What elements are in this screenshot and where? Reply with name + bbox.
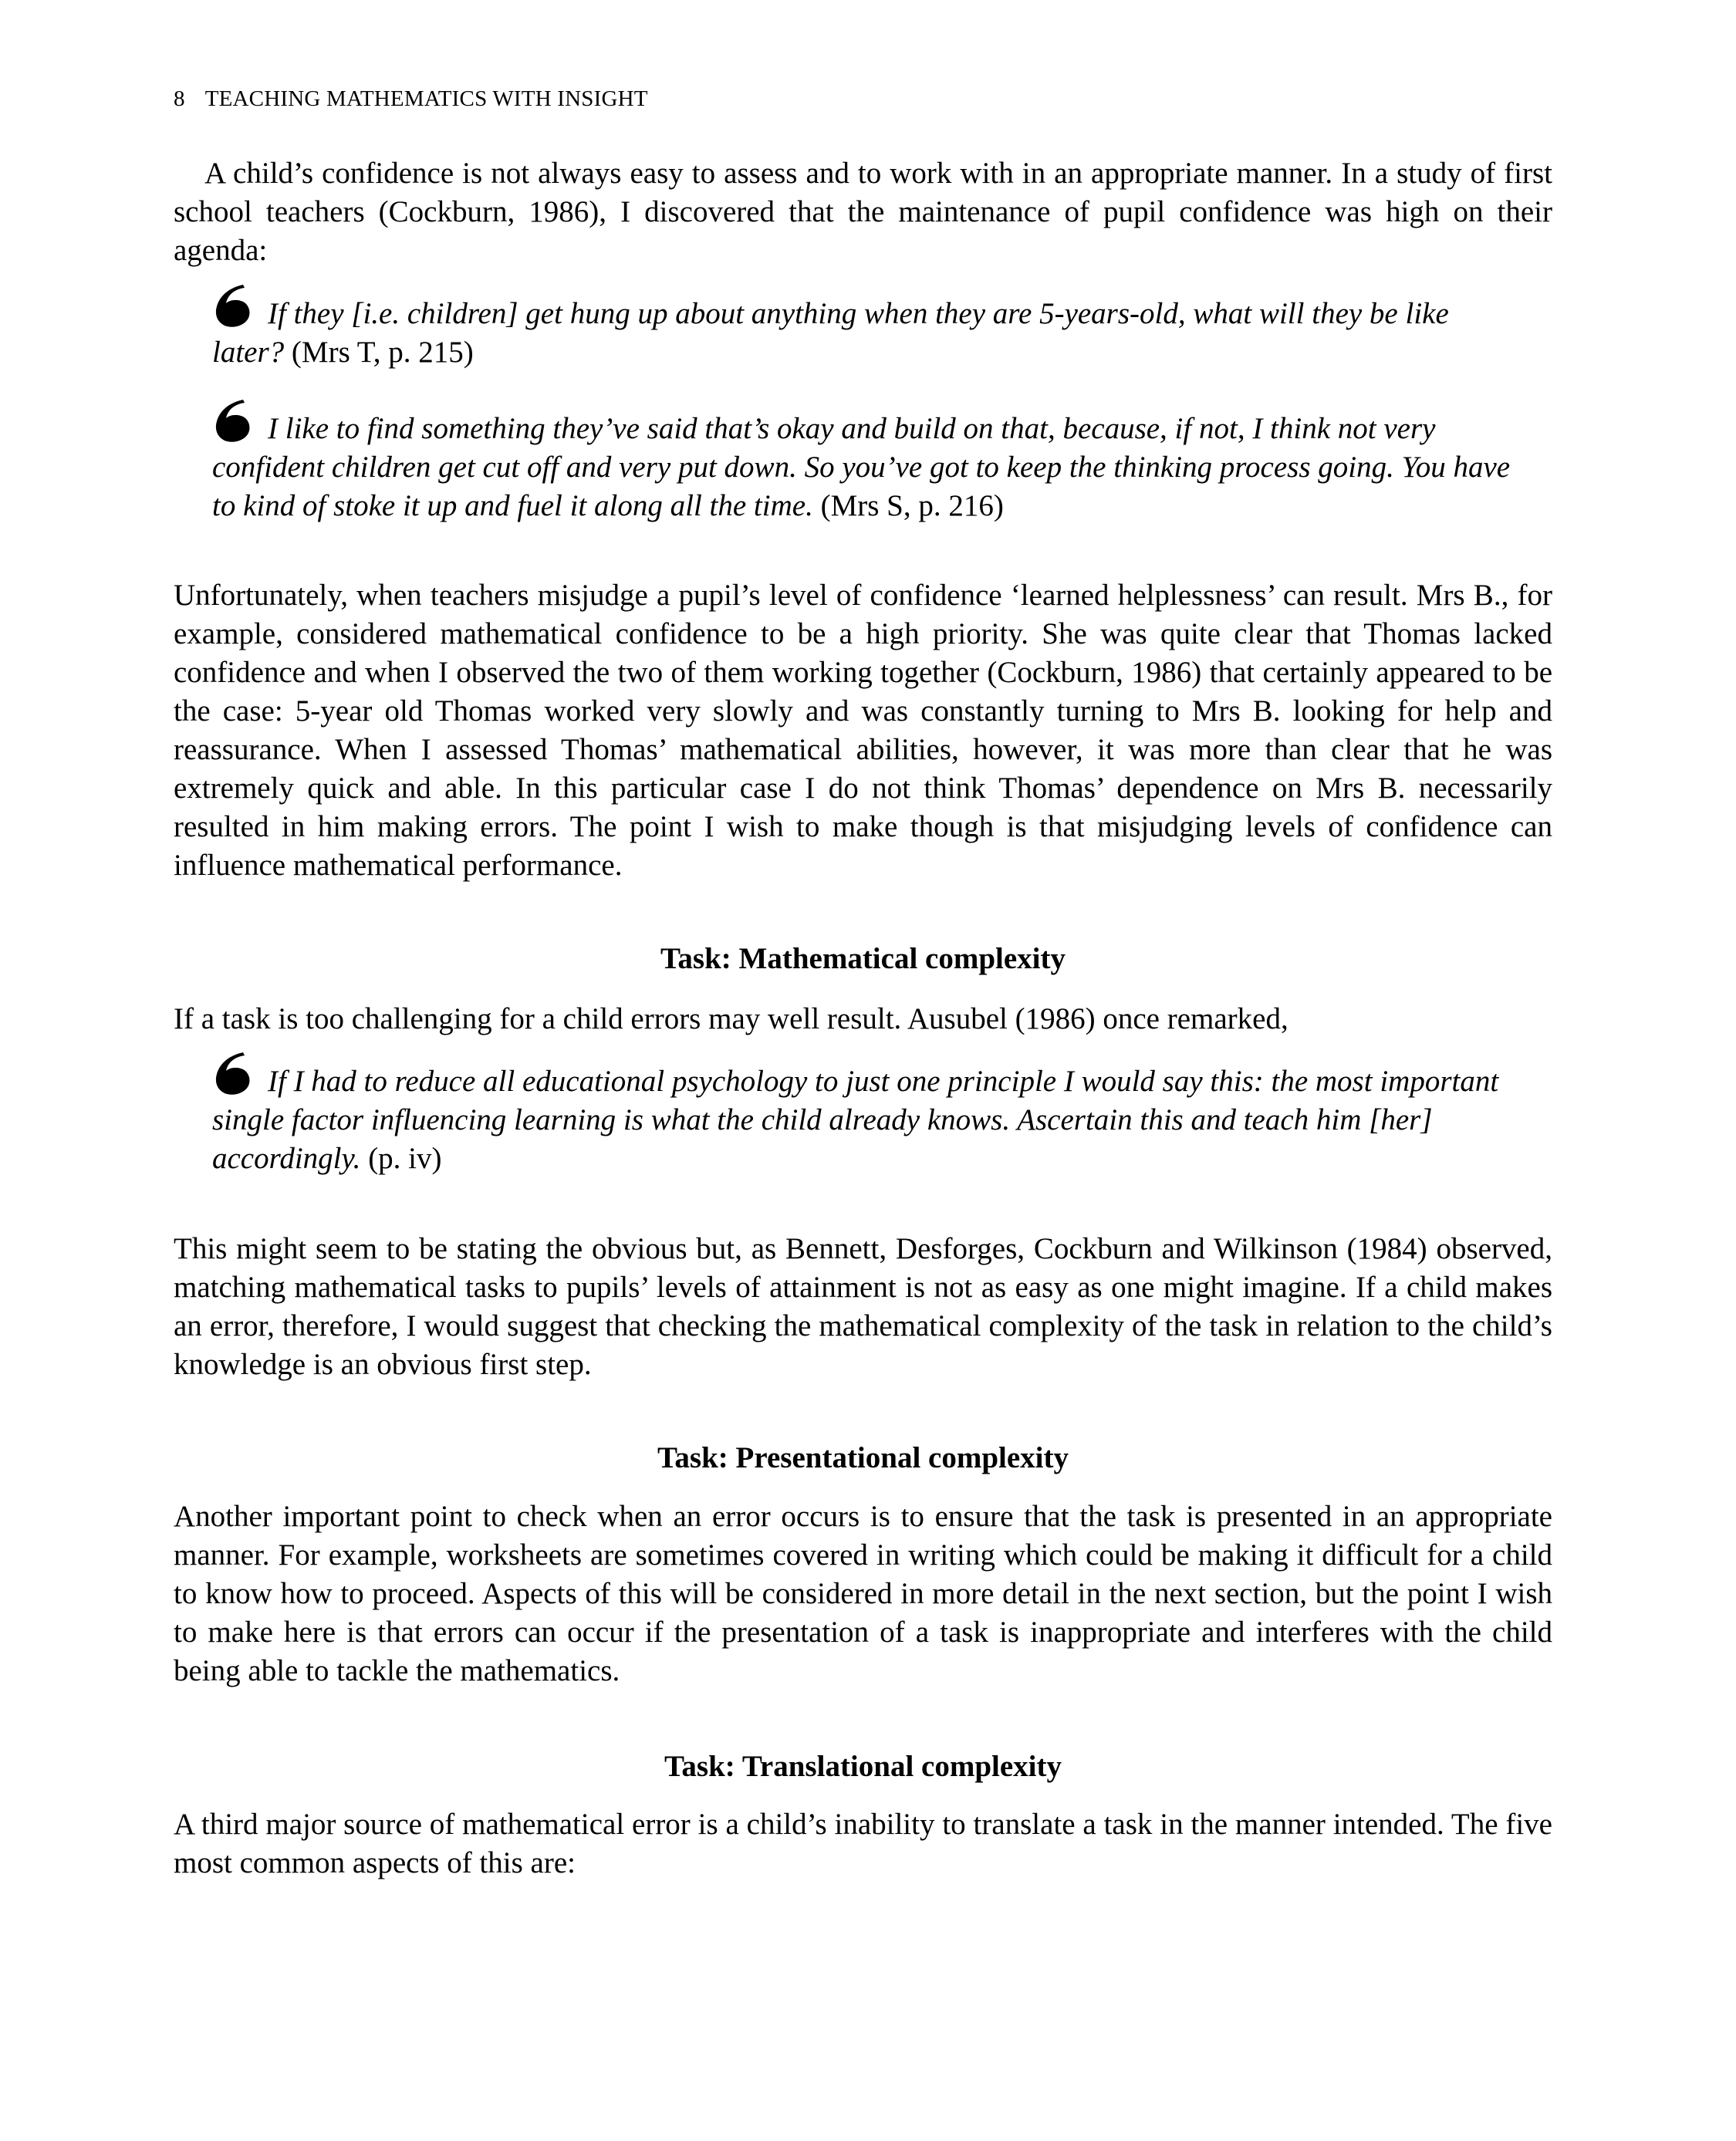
quote-citation: (Mrs S, p. 216)	[812, 489, 1004, 522]
quote-ausubel	[212, 1051, 1520, 1178]
running-head	[174, 86, 648, 112]
mathematical-complexity-lead: If a task is too challenging for a child errors may well result. Ausubel (1986) once remarked,	[174, 1002, 1288, 1035]
opening-quote-icon	[212, 283, 254, 328]
page-number: 8	[174, 86, 185, 111]
running-title: TEACHING MATHEMATICS WITH INSIGHT	[204, 86, 648, 111]
confidence-paragraph: Unfortunately, when teachers misjudge a pupil’s level of confidence ‘learned helplessness’ can result. Mrs B., for example, considered mathematical confidence to be a high priority. She was quite clear that Thomas lacked confidence and when I observed the two of them working together (Cockburn, 1986) that certainly appeared to be the case: 5-year old Thomas worked very slowly and was constantly turning to Mrs B. looking for help and reassurance. When I assessed Thomas’ mathematical abilities, however, it was more than clear that he was extremely quick and able. In this particular case I do not think Thomas’ dependence on Mrs B. necessarily resulted in him making errors. The point I wish to make though is that misjudging levels of confidence can influence mathematical performance.	[174, 579, 1552, 882]
quote-text: I like to find something they’ve said that’s okay and build on that, because, if not, I think not very confident children get cut off and very put down. So you’ve got to keep the thinking process going. You have to kind of stoke it up and fuel it along all the time.	[212, 412, 1511, 522]
presentational-complexity-paragraph: Another important point to check when an error occurs is to ensure that the task is presented in an appropriate manner. For example, worksheets are sometimes covered in writing which could be making it difficult for a child to know how to proceed. Aspects of this will be considered in more detail in the next section, but the point I wish to make here is that errors can occur if the presentation of a task is inappropriate and interferes with the child being able to tackle the mathematics.	[174, 1500, 1552, 1687]
translational-complexity-paragraph: A third major source of mathematical error is a child’s inability to translate a task in the manner intended. The five most common aspects of this are:	[174, 1808, 1552, 1879]
section-heading-translational-complexity: Task: Translational complexity	[664, 1750, 1062, 1783]
mathematical-complexity-paragraph: This might seem to be stating the obvious but, as Bennett, Desforges, Cockburn and Wilkinson (1984) observed, matching mathematical tasks to pupils’ levels of attainment is not as easy as one might imagine. If a child makes an error, therefore, I would suggest that checking the mathematical complexity of the task in relation to the child’s knowledge is an obvious first step.	[174, 1232, 1552, 1381]
section-heading-presentational-complexity: Task: Presentational complexity	[657, 1441, 1069, 1474]
quote-mrs-t	[212, 283, 1520, 372]
opening-quote-icon	[212, 398, 254, 443]
section-heading-mathematical-complexity: Task: Mathematical complexity	[660, 942, 1066, 975]
quote-mrs-s	[212, 398, 1520, 525]
quote-citation: (p. iv)	[360, 1142, 442, 1175]
opening-quote-icon	[212, 1051, 254, 1096]
quote-text: If they [i.e. children] get hung up about anything when they are 5-years-old, what will they be like later?	[212, 297, 1449, 369]
intro-paragraph: A child’s confidence is not always easy to assess and to work with in an appropriate manner. In a study of first school teachers (Cockburn, 1986), I discovered that the maintenance of pupil confidence was high on their agenda:	[174, 157, 1552, 267]
quote-text: If I had to reduce all educational psychology to just one principle I would say this: the most important single factor influencing learning is what the child already knows. Ascertain this and teach him [her] accordingly.	[212, 1065, 1499, 1175]
quote-citation: (Mrs T, p. 215)	[284, 336, 474, 369]
